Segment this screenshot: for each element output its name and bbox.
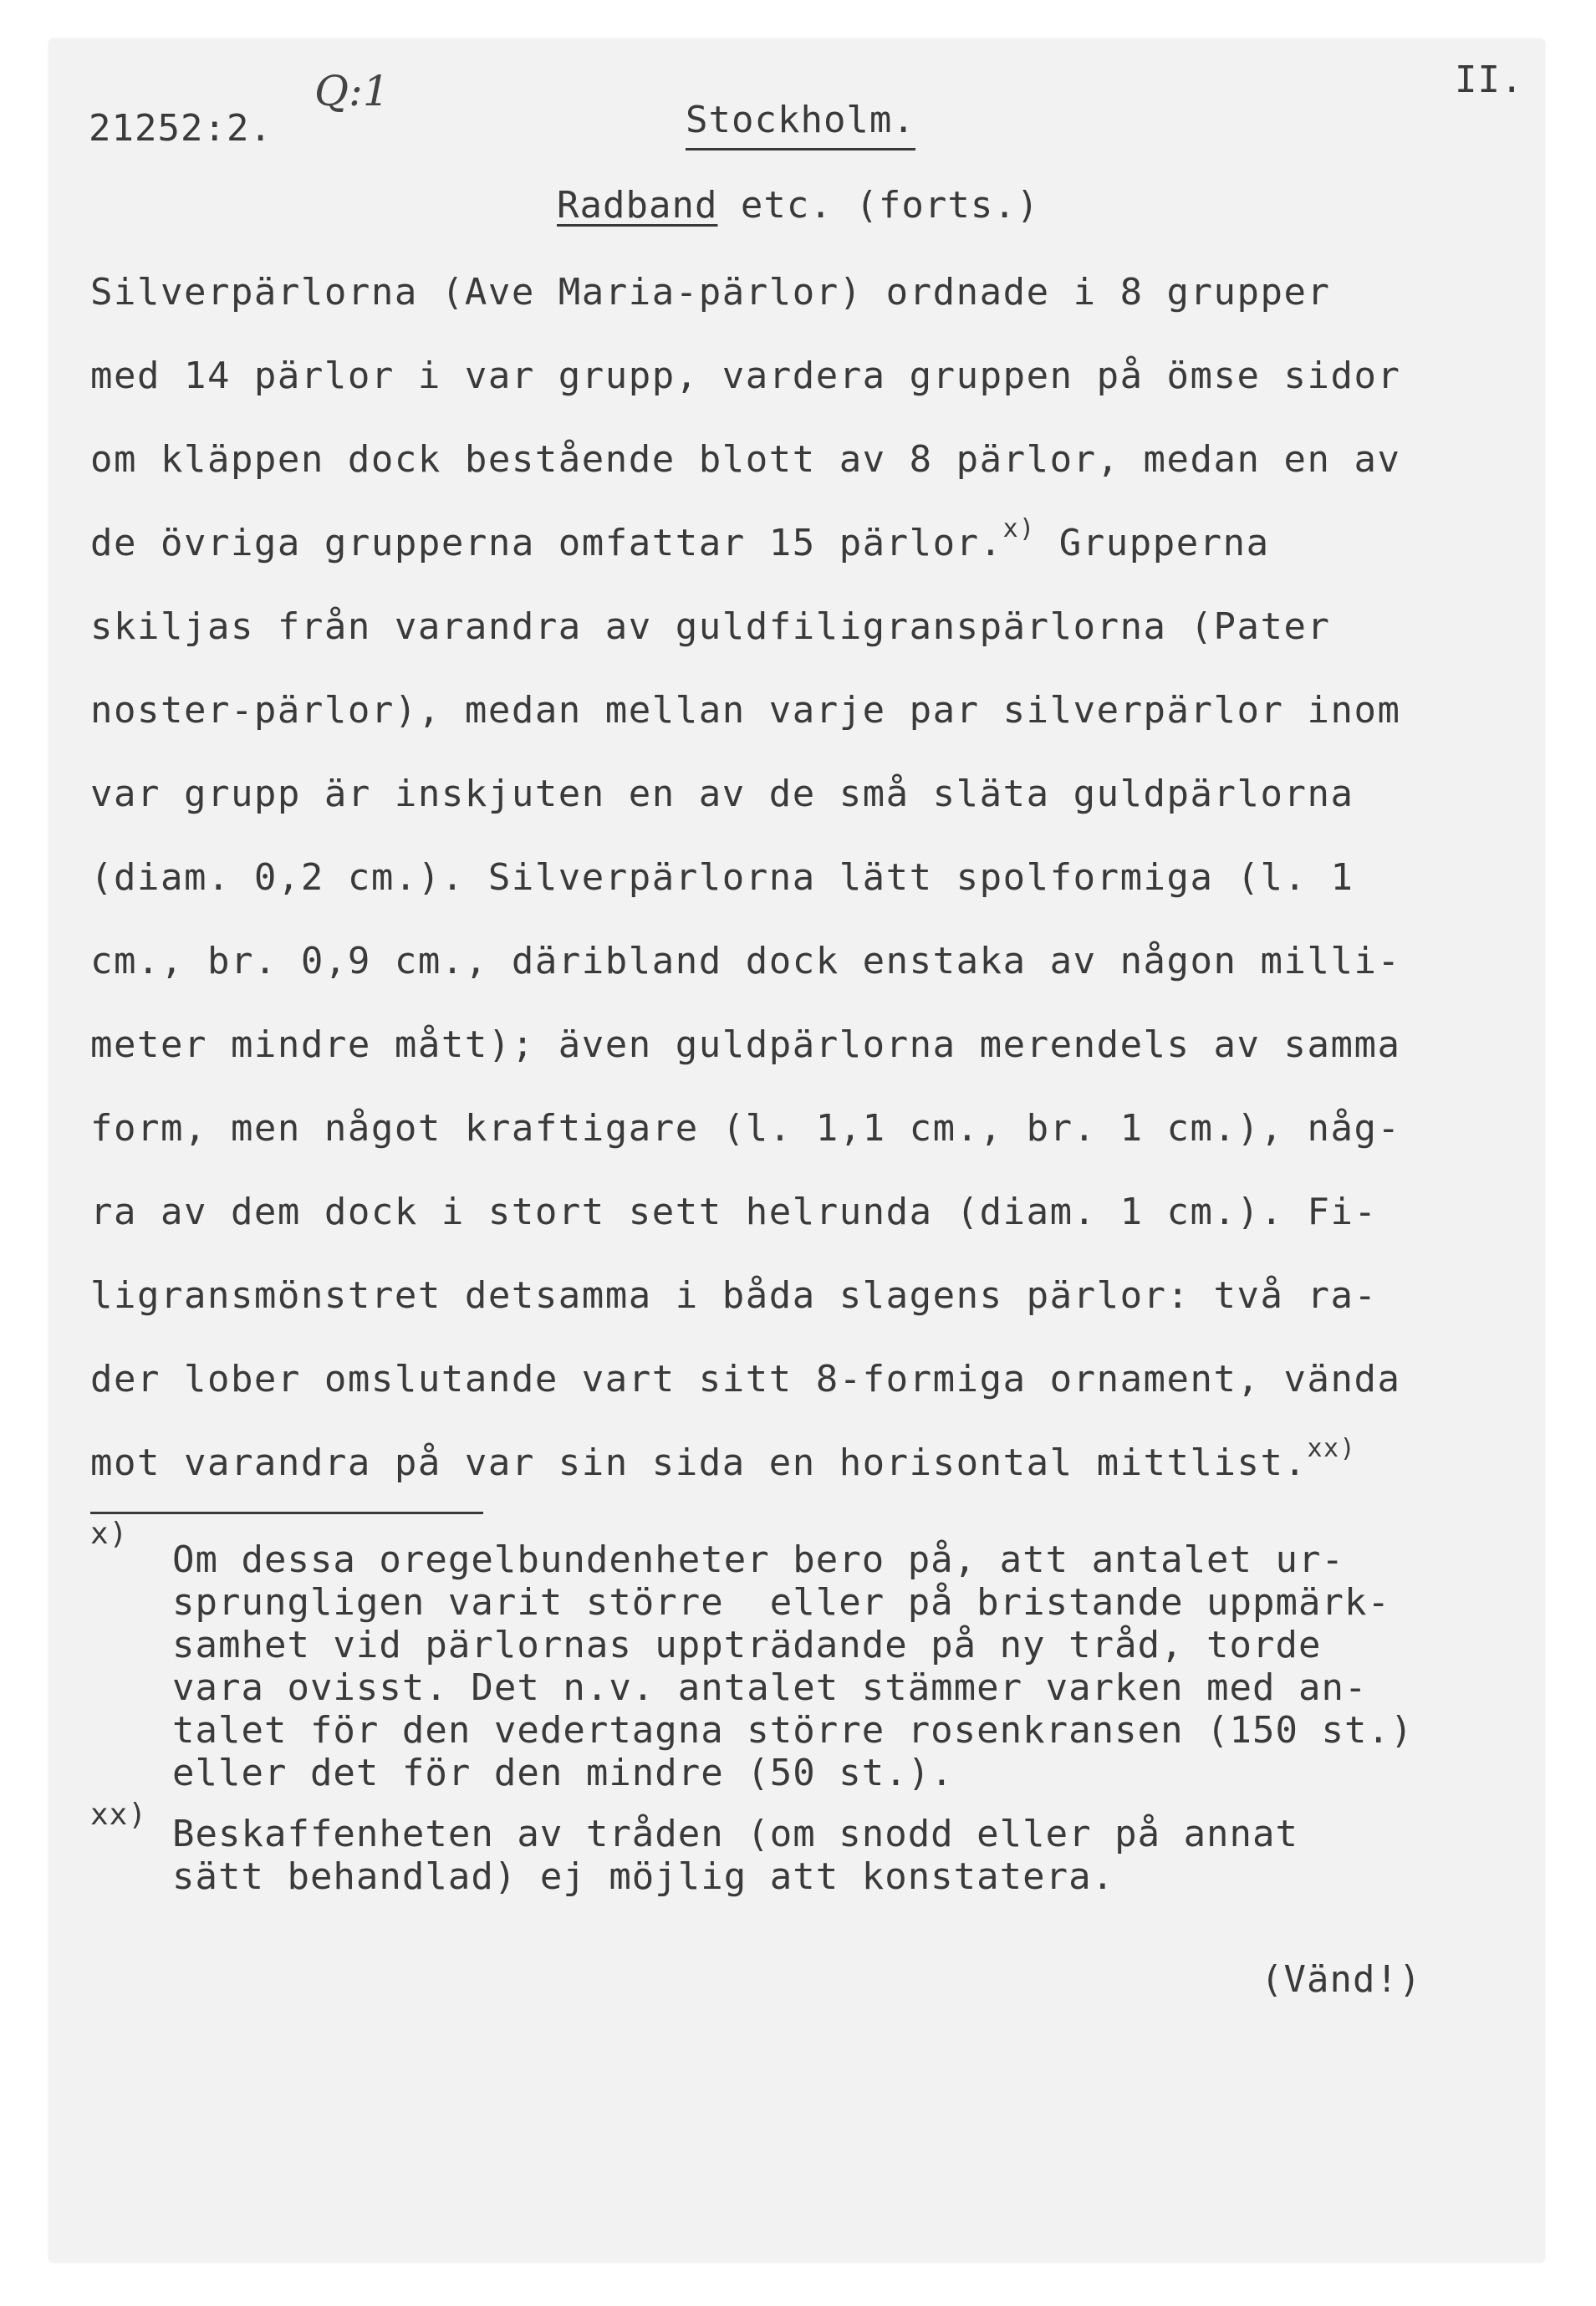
handwritten-note: Q:1 (314, 67, 390, 115)
body-line-text: Grupperna (1035, 522, 1270, 564)
body-line: meter mindre mått); även guldpärlorna merendels av samma (90, 1023, 1401, 1066)
body-line: om kläppen dock bestående blott av 8 pärlor, medan en av (90, 438, 1401, 481)
body-line: noster-pärlor), medan mellan varje par silverpärlor inom (90, 689, 1401, 732)
body-line (90, 502, 1400, 585)
body-line: ligransmönstret detsamma i båda slagens pärlor: två ra- (90, 1274, 1378, 1317)
place-title: Stockholm. (686, 99, 915, 151)
body-line: Silverpärlorna (Ave Maria-pärlor) ordnade i 8 grupper (90, 271, 1331, 314)
body-line-text: mot varandra på var sin sida en horisontal mittlist. (90, 1441, 1308, 1484)
footnote-line: Om dessa oregelbundenheter bero på, att antalet ur- (172, 1538, 1345, 1581)
section-heading (557, 184, 1039, 227)
body-line-text: de övriga grupperna omfattar 15 pärlor. (90, 522, 1003, 564)
body-line: ra av dem dock i stort sett helrunda (diam. 1 cm.). Fi- (90, 1191, 1378, 1233)
body-line: med 14 pärlor i var grupp, vardera gruppen på ömse sidor (90, 355, 1401, 397)
footnote-xx (172, 1813, 1298, 1898)
body-line: var grupp är inskjuten en av de små släta guldpärlorna (90, 773, 1354, 815)
body-line: cm., br. 0,9 cm., däribland dock enstaka av någon milli- (90, 940, 1401, 982)
turn-page-note: (Vänd!) (1261, 1958, 1422, 2001)
section-title: Radband (557, 184, 718, 227)
footnote-line: talet för den vedertagna större rosenkransen (150 st.) (172, 1709, 1414, 1752)
body-line: (diam. 0,2 cm.). Silverpärlorna lätt spolformiga (l. 1 (90, 856, 1354, 899)
archive-number: 21252:2. (89, 107, 273, 150)
footnote-line: sätt behandlad) ej möjlig att konstatera. (172, 1855, 1115, 1898)
body-line (90, 1421, 1400, 1505)
footnote-ref-x: x) (1002, 514, 1036, 543)
footnote-marker-x: x) (90, 1517, 129, 1551)
footnote-x (172, 1538, 1413, 1794)
body-line: skiljas från varandra av guldfiligranspärlorna (Pater (90, 605, 1331, 648)
footnote-line: Beskaffenheten av tråden (om snodd eller på annat (172, 1813, 1299, 1855)
footnote-divider (90, 1512, 483, 1514)
body-text (90, 251, 1400, 1505)
footnote-line: eller det för den mindre (50 st.). (172, 1752, 954, 1794)
body-line: der lober omslutande vart sitt 8-formiga ornament, vända (90, 1358, 1401, 1400)
footnote-line: vara ovisst. Det n.v. antalet stämmer varken med an- (172, 1666, 1368, 1709)
footnote-line: sprungligen varit större eller på bristande uppmärk- (172, 1581, 1390, 1624)
section-suffix: etc. (forts.) (717, 184, 1040, 227)
footnote-ref-xx: xx) (1307, 1434, 1357, 1463)
footnote-marker-xx: xx) (90, 1798, 148, 1832)
body-line: form, men något kraftigare (l. 1,1 cm., br. 1 cm.), någ- (90, 1107, 1401, 1150)
footnote-line: samhet vid pärlornas uppträdande på ny tråd, torde (172, 1624, 1322, 1666)
page-number: II. (1455, 59, 1524, 101)
